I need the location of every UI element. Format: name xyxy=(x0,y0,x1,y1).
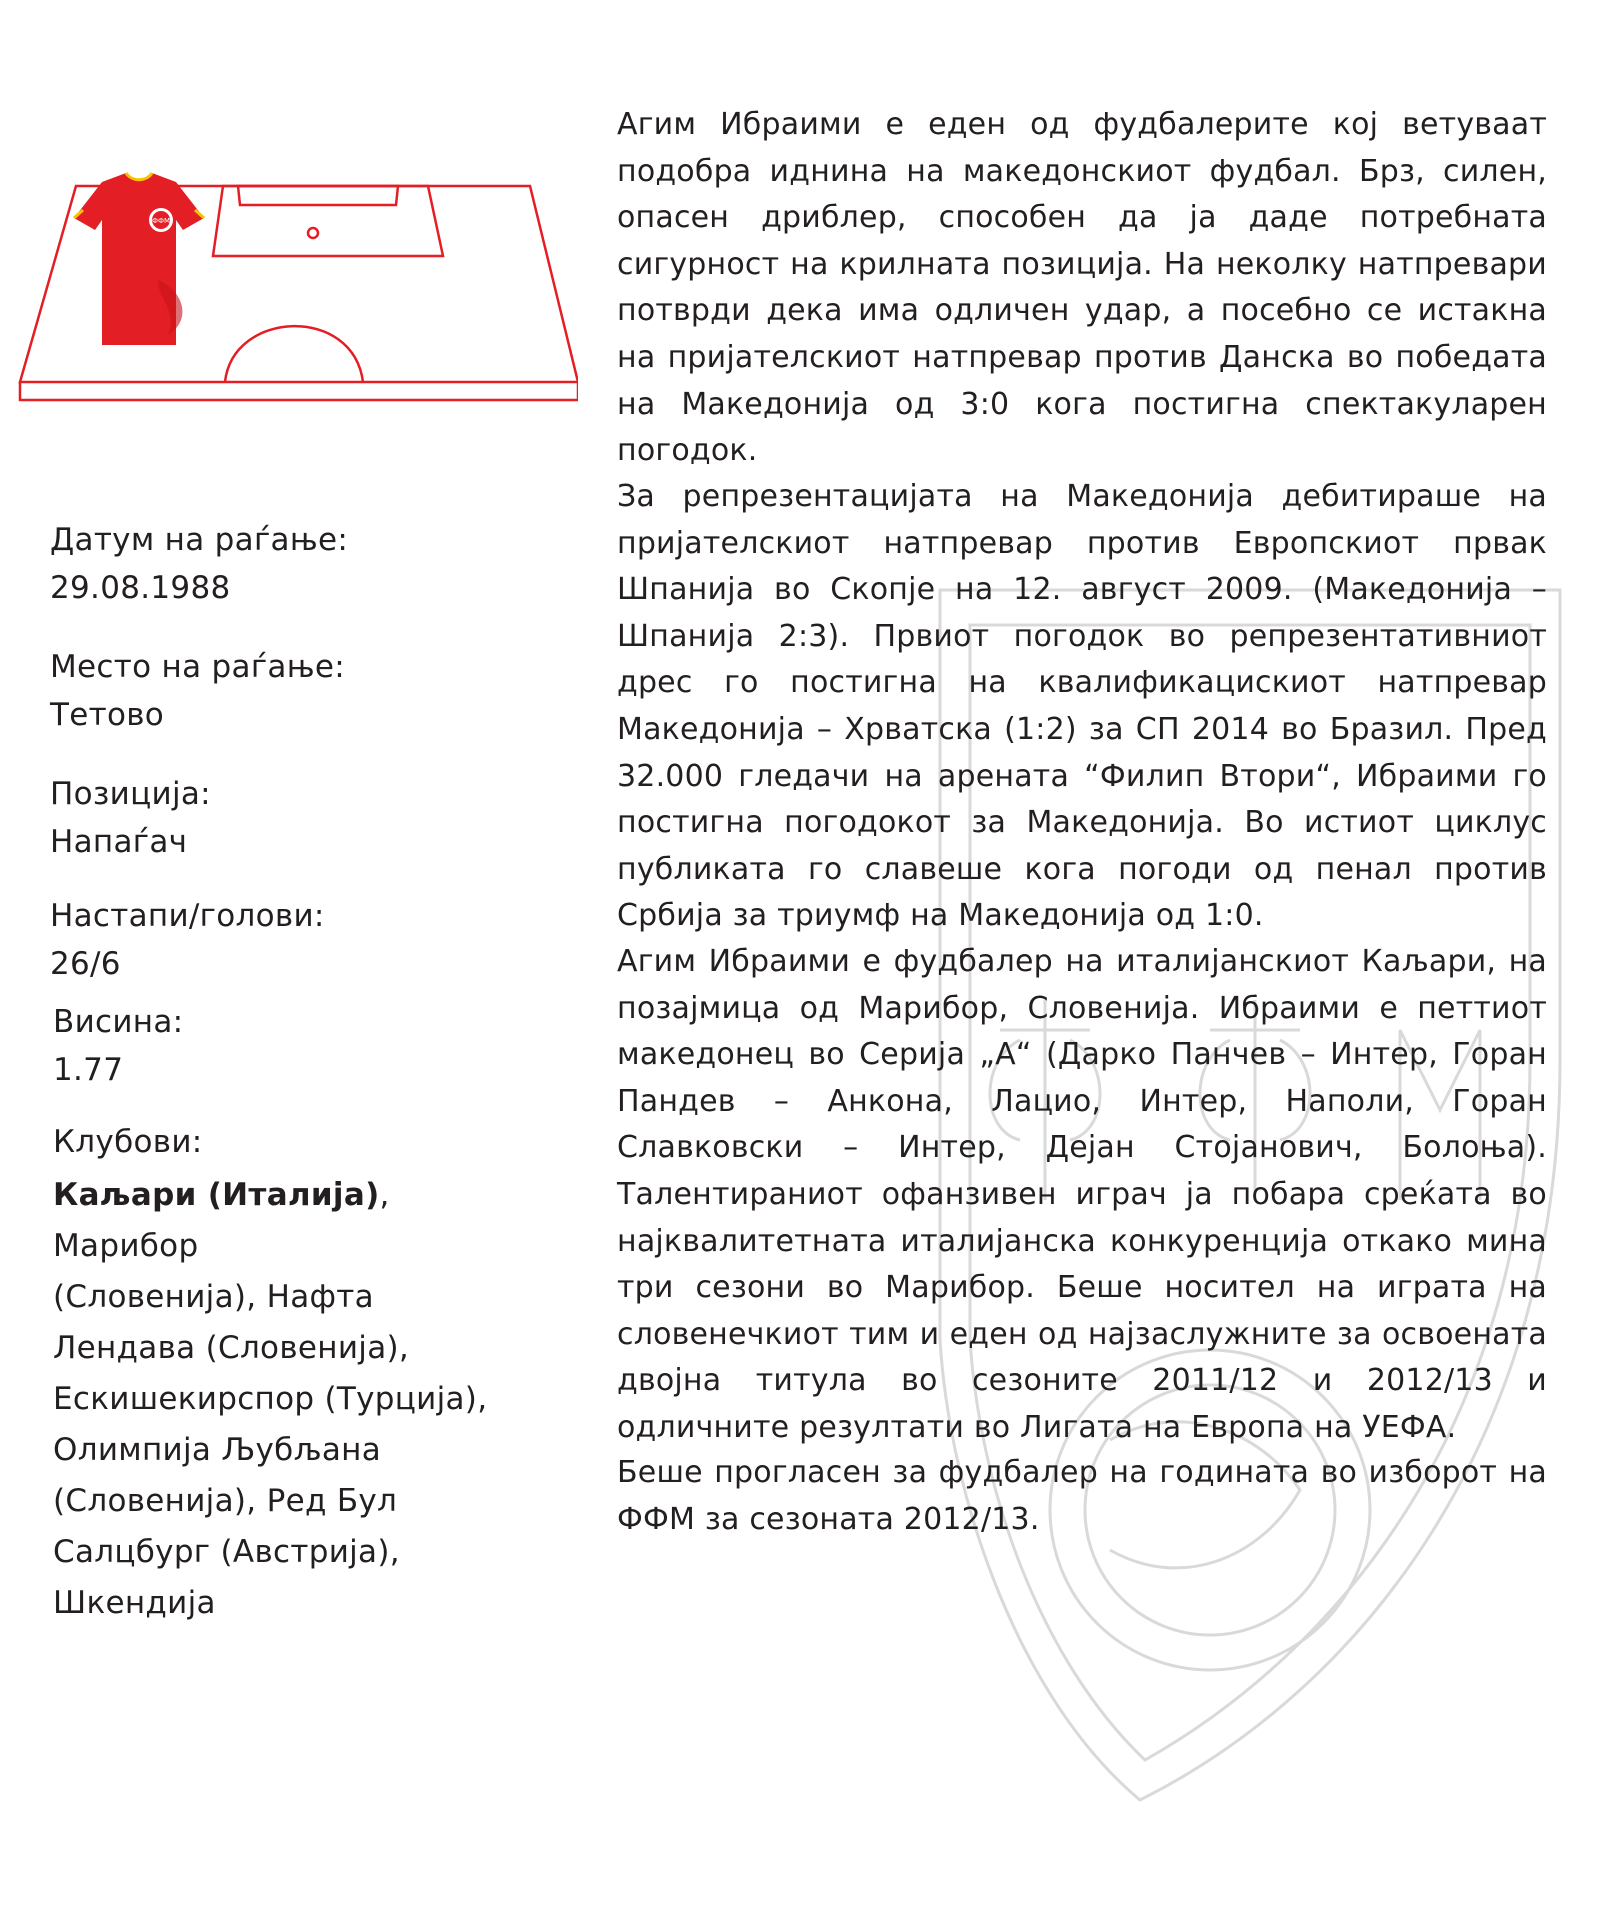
clubs-line-3: Лендава (Словенија), xyxy=(53,1330,410,1366)
birth-date-block xyxy=(50,516,348,612)
height-value: 1.77 xyxy=(53,1052,124,1088)
clubs-line-1 xyxy=(53,1170,523,1272)
clubs-line-8: Шкендија xyxy=(53,1585,216,1621)
clubs-rest-1: , Марибор xyxy=(53,1177,390,1264)
bio-paragraph-1: Агим Ибраими е еден од фудбалерите кој ветуваат подобра иднина на македонскиот фудбал. Брз, силен, опасен дриблер, способен да ја даде потребната сигурност на крилната позиција. На неколку натпревари потврди дека има одличен удар, а посебно се истакна на пријателскиот натпревар против Данска во победата на Македонија од 3:0 кога постигна спектакуларен погодок. xyxy=(617,107,1547,469)
birth-place-block xyxy=(50,643,345,739)
position-label: Позиција: xyxy=(50,776,211,812)
birth-date-value: 29.08.1988 xyxy=(50,570,231,606)
apps-goals-value: 26/6 xyxy=(50,946,121,982)
birth-place-value: Тетово xyxy=(50,697,165,733)
clubs-line-6: (Словенија), Ред Бул xyxy=(53,1483,398,1519)
height-block xyxy=(53,998,183,1094)
apps-goals-label: Настапи/голови: xyxy=(50,898,325,934)
current-club: Каљари (Италија) xyxy=(53,1177,380,1213)
red-jersey-icon xyxy=(74,173,204,345)
football-pitch-icon xyxy=(18,160,578,420)
birth-date-label: Датум на раѓање: xyxy=(50,522,349,558)
apps-goals-block xyxy=(50,892,325,988)
clubs-line-5: Олимпија Љубљана xyxy=(53,1432,382,1468)
birth-place-label: Место на раѓање: xyxy=(50,649,345,685)
bio-paragraph-2: За репрезентацијата на Македонија дебитираше на пријателскиот натпревар против Европскиот првак Шпанија во Скопје на 12. август 2009. (Македонија – Шпанија 2:3). Првиот погодок во репрезентативниот дрес го постигна на квалификацискиот натпревар Македонија – Хрватска (1:2) за СП 2014 во Бразил. Пред 32.000 гледачи на арената “Филип Втори“, Ибраими го постигна погодокот за Македонија. Во истиот циклус публиката го славеше кога погоди од пенал против Србија за триумф на Македонија од 1:0. xyxy=(617,479,1547,934)
clubs-line-2: (Словенија), Нафта xyxy=(53,1279,374,1315)
bio-paragraph-4: Беше прогласен за фудбалер на годината во изборот на ФФМ за сезоната 2012/13. xyxy=(617,1455,1547,1537)
clubs-label: Клубови: xyxy=(53,1124,203,1160)
position-block xyxy=(50,770,211,866)
clubs-line-7: Салцбург (Австрија), xyxy=(53,1534,400,1570)
clubs-line-4: Ескишекирспор (Турција), xyxy=(53,1381,488,1417)
bio-paragraph-3: Агим Ибраими е фудбалер на италијанскиот Каљари, на позајмица од Марибор, Словенија. Ибраими е петтиот македонец во Серија „А“ (Дарко Панчев – Интер, Горан Пандев – Анкона, Лацио, Интер, Наполи, Горан Славковски – Интер, Дејан Стојанович, Болоња). Талентираниот офанзивен играч ја побара среќата во најквалитетната италијанска конкуренција откако мина три сезони во Марибор. Беше носител на играта на словенечкиот тим и еден од најзаслужните за освоената двојна титула во сезоните 2011/12 и 2012/13 и одличните резултати во Лигата на Европа на УЕФА. xyxy=(617,944,1547,1445)
height-label: Висина: xyxy=(53,1004,184,1040)
crest-text: ФФМ xyxy=(151,217,171,225)
position-value: Напаѓач xyxy=(50,824,188,860)
clubs-block xyxy=(53,1118,523,1629)
